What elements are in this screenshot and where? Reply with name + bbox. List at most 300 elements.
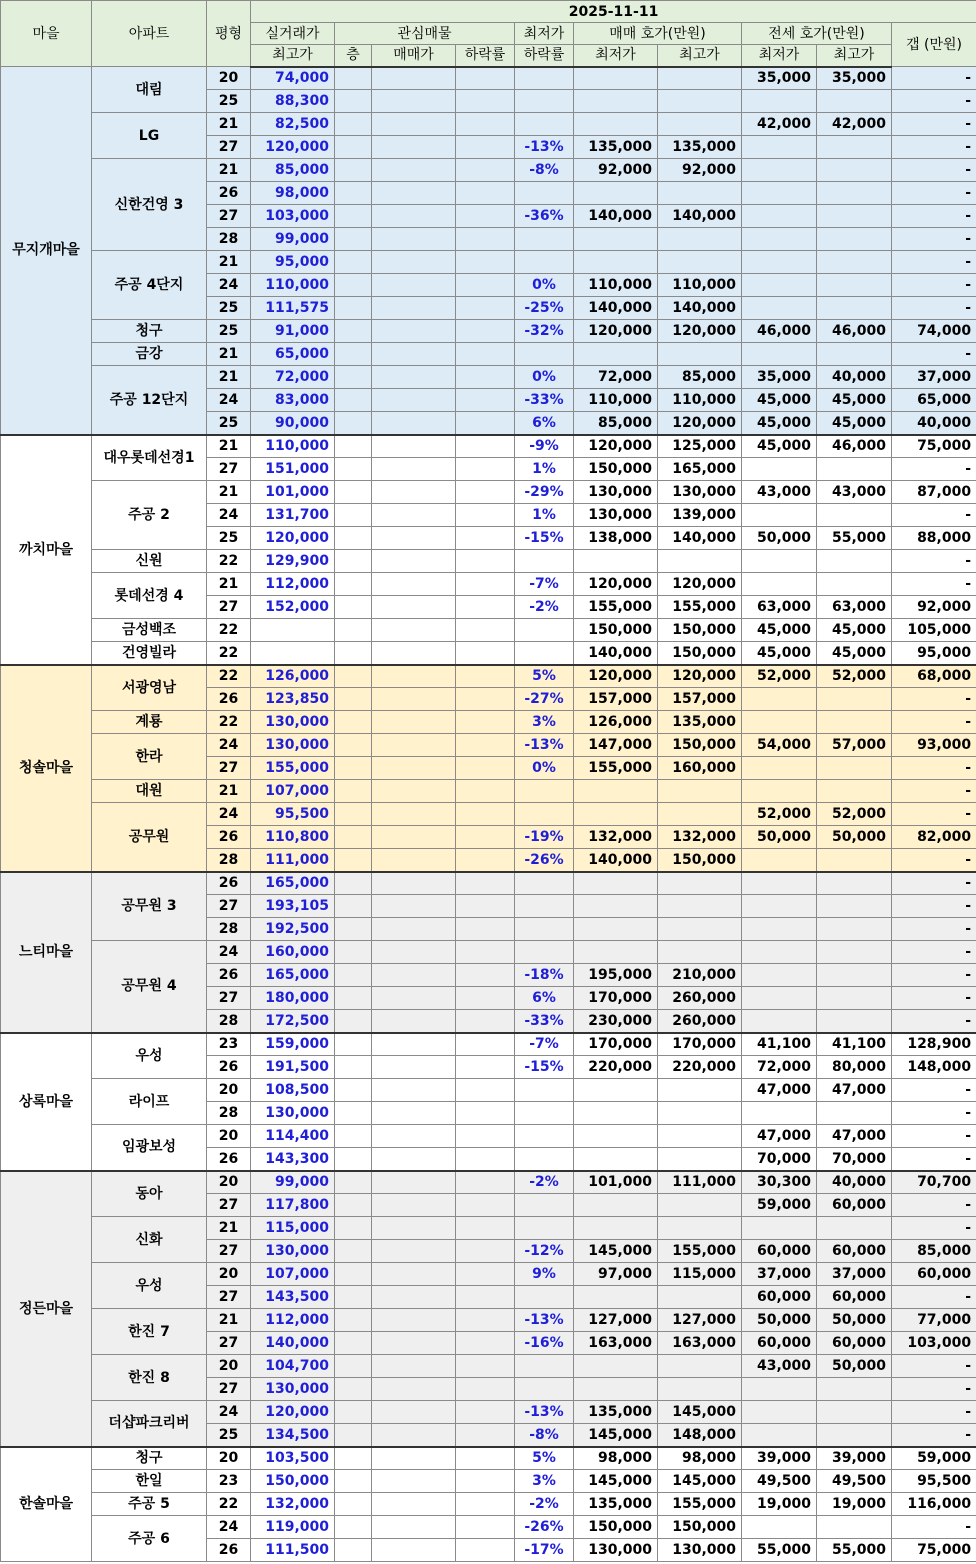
sale-min-cell: 130,000 [574, 1539, 658, 1562]
lowest-drop-cell: -13% [515, 1309, 574, 1332]
table-row [1, 642, 976, 665]
apartment-name: 롯데선경 4 [92, 573, 207, 619]
lowest-drop-cell [515, 780, 574, 803]
gap-cell: - [892, 504, 976, 527]
pyeong-cell: 28 [207, 849, 251, 872]
pyeong-cell: 21 [207, 435, 251, 458]
interest-floor-cell [335, 159, 372, 182]
jeonse-min-cell [742, 182, 817, 205]
jeonse-min-cell: 35,000 [742, 67, 817, 90]
sale-max-cell: 260,000 [658, 987, 742, 1010]
sale-min-cell [574, 1217, 658, 1240]
header-gap: 갭 (만원) [892, 23, 976, 67]
table-row [1, 113, 976, 136]
apartment-name: 대우롯데선경1 [92, 435, 207, 481]
jeonse-min-cell: 49,500 [742, 1470, 817, 1493]
sale-max-cell: 130,000 [658, 1539, 742, 1562]
pyeong-cell: 28 [207, 918, 251, 941]
interest-price-cell [372, 67, 456, 90]
pyeong-cell: 25 [207, 90, 251, 113]
sale-min-cell: 126,000 [574, 711, 658, 734]
lowest-drop-cell [515, 343, 574, 366]
lowest-drop-cell [515, 1079, 574, 1102]
jeonse-max-cell [817, 688, 892, 711]
table-row [1, 1171, 976, 1194]
sale-max-cell: 157,000 [658, 688, 742, 711]
village-name: 까치마을 [1, 435, 92, 665]
header-interest-drop: 하락률 [456, 45, 515, 67]
real-trade-max-cell: 120,000 [251, 527, 335, 550]
interest-price-cell [372, 711, 456, 734]
jeonse-min-cell: 59,000 [742, 1194, 817, 1217]
real-trade-max-cell: 85,000 [251, 159, 335, 182]
sale-min-cell: 220,000 [574, 1056, 658, 1079]
jeonse-max-cell [817, 251, 892, 274]
pyeong-cell: 28 [207, 1102, 251, 1125]
interest-floor-cell [335, 1240, 372, 1263]
jeonse-min-cell [742, 297, 817, 320]
interest-floor-cell [335, 67, 372, 90]
jeonse-max-cell [817, 872, 892, 895]
jeonse-max-cell [817, 941, 892, 964]
pyeong-cell: 21 [207, 343, 251, 366]
jeonse-max-cell: 60,000 [817, 1286, 892, 1309]
interest-floor-cell [335, 987, 372, 1010]
interest-price-cell [372, 619, 456, 642]
lowest-drop-cell [515, 918, 574, 941]
jeonse-min-cell: 46,000 [742, 320, 817, 343]
table-row [1, 1355, 976, 1378]
pyeong-cell: 25 [207, 527, 251, 550]
apartment-name: 서광영남 [92, 665, 207, 711]
pyeong-cell: 28 [207, 228, 251, 251]
interest-floor-cell [335, 504, 372, 527]
apartment-name: 신화 [92, 1217, 207, 1263]
interest-floor-cell [335, 389, 372, 412]
sale-min-cell: 170,000 [574, 987, 658, 1010]
interest-floor-cell [335, 826, 372, 849]
jeonse-max-cell: 47,000 [817, 1079, 892, 1102]
pyeong-cell: 21 [207, 481, 251, 504]
gap-cell: - [892, 573, 976, 596]
pyeong-cell: 20 [207, 1263, 251, 1286]
pyeong-cell: 21 [207, 1217, 251, 1240]
interest-floor-cell [335, 1263, 372, 1286]
interest-price-cell [372, 1263, 456, 1286]
sale-max-cell: 210,000 [658, 964, 742, 987]
interest-price-cell [372, 251, 456, 274]
pyeong-cell: 22 [207, 711, 251, 734]
real-trade-max-cell: 110,000 [251, 274, 335, 297]
real-trade-max-cell: 107,000 [251, 1263, 335, 1286]
lowest-drop-cell [515, 619, 574, 642]
gap-cell: - [892, 1217, 976, 1240]
interest-price-cell [372, 734, 456, 757]
sale-max-cell [658, 1079, 742, 1102]
table-row [1, 711, 976, 734]
jeonse-min-cell [742, 849, 817, 872]
jeonse-max-cell: 45,000 [817, 619, 892, 642]
gap-cell: 37,000 [892, 366, 976, 389]
lowest-drop-cell: -17% [515, 1539, 574, 1562]
lowest-drop-cell [515, 1125, 574, 1148]
interest-drop-cell [456, 734, 515, 757]
real-trade-max-cell: 90,000 [251, 412, 335, 435]
gap-cell: 148,000 [892, 1056, 976, 1079]
pyeong-cell: 21 [207, 366, 251, 389]
gap-cell: - [892, 274, 976, 297]
jeonse-min-cell: 41,100 [742, 1033, 817, 1056]
sale-max-cell [658, 182, 742, 205]
interest-floor-cell [335, 113, 372, 136]
sale-max-cell [658, 895, 742, 918]
interest-drop-cell [456, 596, 515, 619]
gap-cell: - [892, 941, 976, 964]
jeonse-min-cell: 43,000 [742, 481, 817, 504]
sale-max-cell: 155,000 [658, 596, 742, 619]
village-name: 청솔마을 [1, 665, 92, 872]
interest-drop-cell [456, 435, 515, 458]
table-row [1, 1079, 976, 1102]
apartment-name: 공무원 4 [92, 941, 207, 1033]
jeonse-min-cell [742, 895, 817, 918]
pyeong-cell: 26 [207, 826, 251, 849]
table-row [1, 67, 976, 90]
interest-floor-cell [335, 849, 372, 872]
lowest-drop-cell: -27% [515, 688, 574, 711]
sale-min-cell: 120,000 [574, 665, 658, 688]
interest-drop-cell [456, 941, 515, 964]
jeonse-max-cell [817, 1424, 892, 1447]
interest-price-cell [372, 366, 456, 389]
interest-price-cell [372, 320, 456, 343]
real-trade-max-cell: 165,000 [251, 964, 335, 987]
jeonse-max-cell [817, 458, 892, 481]
interest-price-cell [372, 665, 456, 688]
sale-min-cell [574, 1125, 658, 1148]
jeonse-min-cell: 47,000 [742, 1125, 817, 1148]
lowest-drop-cell: -36% [515, 205, 574, 228]
interest-drop-cell [456, 366, 515, 389]
jeonse-min-cell [742, 757, 817, 780]
gap-cell: - [892, 343, 976, 366]
real-trade-max-cell: 126,000 [251, 665, 335, 688]
jeonse-min-cell: 37,000 [742, 1263, 817, 1286]
gap-cell: - [892, 918, 976, 941]
lowest-drop-cell: 6% [515, 412, 574, 435]
interest-drop-cell [456, 1194, 515, 1217]
lowest-drop-cell: -15% [515, 527, 574, 550]
pyeong-cell: 27 [207, 205, 251, 228]
sale-max-cell [658, 1125, 742, 1148]
interest-drop-cell [456, 1447, 515, 1470]
jeonse-min-cell [742, 1516, 817, 1539]
gap-cell: 68,000 [892, 665, 976, 688]
gap-cell: - [892, 987, 976, 1010]
apartment-name: 한진 8 [92, 1355, 207, 1401]
sale-max-cell: 148,000 [658, 1424, 742, 1447]
sale-min-cell [574, 803, 658, 826]
sale-max-cell [658, 113, 742, 136]
interest-floor-cell [335, 1516, 372, 1539]
pyeong-cell: 27 [207, 1286, 251, 1309]
sale-max-cell: 135,000 [658, 711, 742, 734]
sale-max-cell: 140,000 [658, 205, 742, 228]
interest-price-cell [372, 1286, 456, 1309]
header-sale-max: 최고가 [658, 45, 742, 67]
pyeong-cell: 25 [207, 412, 251, 435]
pyeong-cell: 20 [207, 1355, 251, 1378]
jeonse-max-cell [817, 1010, 892, 1033]
sale-min-cell: 127,000 [574, 1309, 658, 1332]
sale-min-cell: 170,000 [574, 1033, 658, 1056]
jeonse-min-cell [742, 941, 817, 964]
gap-cell: - [892, 228, 976, 251]
interest-drop-cell [456, 504, 515, 527]
header-interest-price: 매매가 [372, 45, 456, 67]
lowest-drop-cell: -15% [515, 1056, 574, 1079]
jeonse-min-cell [742, 251, 817, 274]
gap-cell: - [892, 251, 976, 274]
jeonse-max-cell: 60,000 [817, 1240, 892, 1263]
interest-drop-cell [456, 803, 515, 826]
sale-max-cell [658, 780, 742, 803]
jeonse-max-cell [817, 297, 892, 320]
table-row [1, 803, 976, 826]
jeonse-min-cell: 63,000 [742, 596, 817, 619]
table-row [1, 1263, 976, 1286]
interest-price-cell [372, 228, 456, 251]
interest-price-cell [372, 918, 456, 941]
sale-max-cell: 150,000 [658, 642, 742, 665]
jeonse-min-cell [742, 228, 817, 251]
interest-floor-cell [335, 1470, 372, 1493]
interest-floor-cell [335, 1079, 372, 1102]
sale-min-cell: 140,000 [574, 205, 658, 228]
interest-drop-cell [456, 642, 515, 665]
interest-drop-cell [456, 274, 515, 297]
real-trade-max-cell: 130,000 [251, 1378, 335, 1401]
interest-drop-cell [456, 320, 515, 343]
interest-floor-cell [335, 1217, 372, 1240]
real-trade-max-cell: 191,500 [251, 1056, 335, 1079]
jeonse-min-cell: 47,000 [742, 1079, 817, 1102]
interest-drop-cell [456, 964, 515, 987]
interest-drop-cell [456, 895, 515, 918]
gap-cell: - [892, 711, 976, 734]
header-apartment: 아파트 [92, 1, 207, 67]
jeonse-min-cell: 45,000 [742, 389, 817, 412]
sale-max-cell [658, 872, 742, 895]
table-row [1, 780, 976, 803]
real-trade-max-cell: 180,000 [251, 987, 335, 1010]
interest-floor-cell [335, 1309, 372, 1332]
sale-min-cell: 150,000 [574, 458, 658, 481]
jeonse-max-cell: 63,000 [817, 596, 892, 619]
gap-cell: 85,000 [892, 1240, 976, 1263]
pyeong-cell: 27 [207, 1378, 251, 1401]
interest-price-cell [372, 343, 456, 366]
interest-drop-cell [456, 849, 515, 872]
jeonse-max-cell [817, 757, 892, 780]
table-row [1, 1493, 976, 1516]
jeonse-max-cell [817, 182, 892, 205]
lowest-drop-cell: -32% [515, 320, 574, 343]
pyeong-cell: 20 [207, 1125, 251, 1148]
interest-drop-cell [456, 1010, 515, 1033]
sale-max-cell: 220,000 [658, 1056, 742, 1079]
sale-max-cell [658, 251, 742, 274]
sale-max-cell: 150,000 [658, 849, 742, 872]
interest-drop-cell [456, 1171, 515, 1194]
apartment-name: 한라 [92, 734, 207, 780]
gap-cell: - [892, 1125, 976, 1148]
table-row [1, 159, 976, 182]
interest-drop-cell [456, 1079, 515, 1102]
sale-min-cell: 132,000 [574, 826, 658, 849]
jeonse-max-cell: 49,500 [817, 1470, 892, 1493]
pyeong-cell: 21 [207, 1309, 251, 1332]
sale-min-cell [574, 90, 658, 113]
interest-floor-cell [335, 90, 372, 113]
interest-floor-cell [335, 711, 372, 734]
gap-cell: - [892, 780, 976, 803]
jeonse-min-cell: 60,000 [742, 1240, 817, 1263]
interest-drop-cell [456, 711, 515, 734]
jeonse-min-cell [742, 1378, 817, 1401]
jeonse-max-cell: 46,000 [817, 435, 892, 458]
gap-cell: 60,000 [892, 1263, 976, 1286]
interest-floor-cell [335, 297, 372, 320]
interest-drop-cell [456, 1286, 515, 1309]
jeonse-max-cell: 45,000 [817, 412, 892, 435]
sale-max-cell: 140,000 [658, 297, 742, 320]
lowest-drop-cell: -12% [515, 1240, 574, 1263]
lowest-drop-cell [515, 872, 574, 895]
jeonse-min-cell [742, 918, 817, 941]
gap-cell: - [892, 757, 976, 780]
jeonse-min-cell [742, 1401, 817, 1424]
sale-max-cell [658, 1102, 742, 1125]
sale-max-cell: 135,000 [658, 136, 742, 159]
sale-min-cell: 98,000 [574, 1447, 658, 1470]
interest-drop-cell [456, 1516, 515, 1539]
table-row [1, 1125, 976, 1148]
interest-price-cell [372, 757, 456, 780]
interest-floor-cell [335, 734, 372, 757]
jeonse-min-cell [742, 872, 817, 895]
interest-floor-cell [335, 1401, 372, 1424]
jeonse-min-cell [742, 274, 817, 297]
jeonse-max-cell: 40,000 [817, 366, 892, 389]
interest-price-cell [372, 1171, 456, 1194]
lowest-drop-cell [515, 1355, 574, 1378]
table-row [1, 251, 976, 274]
lowest-drop-cell: -2% [515, 1493, 574, 1516]
interest-price-cell [372, 136, 456, 159]
lowest-drop-cell: -13% [515, 1401, 574, 1424]
sale-max-cell [658, 343, 742, 366]
real-trade-max-cell: 114,400 [251, 1125, 335, 1148]
jeonse-max-cell: 37,000 [817, 1263, 892, 1286]
village-name: 무지개마을 [1, 67, 92, 435]
lowest-drop-cell: -8% [515, 159, 574, 182]
gap-cell: - [892, 90, 976, 113]
sale-max-cell: 145,000 [658, 1401, 742, 1424]
apartment-name: 한진 7 [92, 1309, 207, 1355]
jeonse-max-cell [817, 90, 892, 113]
pyeong-cell: 27 [207, 757, 251, 780]
jeonse-min-cell: 54,000 [742, 734, 817, 757]
pyeong-cell: 21 [207, 251, 251, 274]
interest-drop-cell [456, 297, 515, 320]
interest-drop-cell [456, 550, 515, 573]
lowest-drop-cell [515, 1378, 574, 1401]
sale-max-cell [658, 1148, 742, 1171]
header-sale-quote: 매매 호가(만원) [574, 23, 742, 45]
jeonse-max-cell: 50,000 [817, 826, 892, 849]
sale-min-cell: 72,000 [574, 366, 658, 389]
sale-max-cell [658, 67, 742, 90]
interest-price-cell [372, 895, 456, 918]
jeonse-max-cell: 43,000 [817, 481, 892, 504]
interest-drop-cell [456, 1056, 515, 1079]
sale-min-cell: 195,000 [574, 964, 658, 987]
gap-cell: - [892, 205, 976, 228]
interest-floor-cell [335, 780, 372, 803]
interest-floor-cell [335, 1125, 372, 1148]
interest-drop-cell [456, 688, 515, 711]
pyeong-cell: 27 [207, 1332, 251, 1355]
apartment-name: 대원 [92, 780, 207, 803]
interest-drop-cell [456, 1493, 515, 1516]
jeonse-max-cell: 52,000 [817, 803, 892, 826]
gap-cell: - [892, 297, 976, 320]
interest-price-cell [372, 1240, 456, 1263]
gap-cell: 87,000 [892, 481, 976, 504]
interest-price-cell [372, 1309, 456, 1332]
header-pyeong: 평형 [207, 1, 251, 67]
header-lowest-drop: 하락률 [515, 45, 574, 67]
sale-max-cell [658, 803, 742, 826]
pyeong-cell: 26 [207, 1148, 251, 1171]
sale-min-cell: 140,000 [574, 297, 658, 320]
lowest-drop-cell: -16% [515, 1332, 574, 1355]
pyeong-cell: 22 [207, 642, 251, 665]
interest-floor-cell [335, 918, 372, 941]
jeonse-max-cell [817, 780, 892, 803]
lowest-drop-cell [515, 90, 574, 113]
jeonse-min-cell: 60,000 [742, 1332, 817, 1355]
apartment-name: 라이프 [92, 1079, 207, 1125]
interest-drop-cell [456, 113, 515, 136]
sale-min-cell: 97,000 [574, 1263, 658, 1286]
real-trade-max-cell: 159,000 [251, 1033, 335, 1056]
gap-cell: - [892, 1378, 976, 1401]
sale-min-cell [574, 67, 658, 90]
lowest-drop-cell: -9% [515, 435, 574, 458]
jeonse-min-cell [742, 1010, 817, 1033]
table-body [1, 67, 976, 1562]
real-trade-max-cell: 165,000 [251, 872, 335, 895]
jeonse-max-cell [817, 964, 892, 987]
sale-min-cell [574, 918, 658, 941]
jeonse-min-cell [742, 688, 817, 711]
gap-cell: - [892, 688, 976, 711]
jeonse-max-cell: 42,000 [817, 113, 892, 136]
jeonse-max-cell [817, 711, 892, 734]
real-trade-max-cell: 155,000 [251, 757, 335, 780]
